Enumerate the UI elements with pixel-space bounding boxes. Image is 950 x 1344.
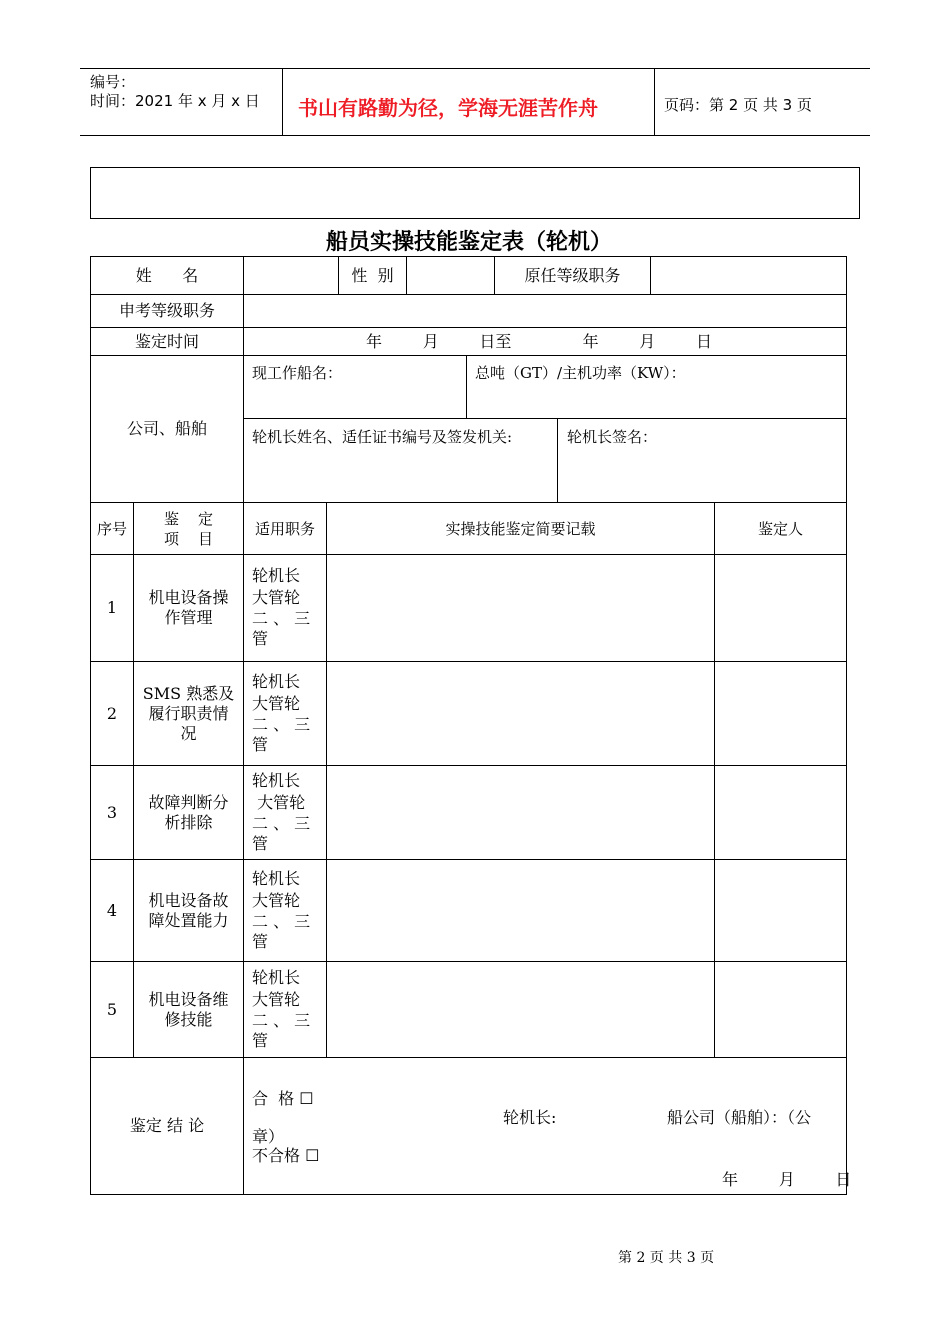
row-record-field[interactable] bbox=[327, 662, 714, 765]
company-ship-label: 公司、船舶 bbox=[126, 419, 207, 438]
assessment-time-label: 鉴定时间 bbox=[134, 331, 199, 351]
row-assessor-field[interactable] bbox=[715, 962, 846, 1057]
row-record-field[interactable] bbox=[327, 860, 714, 961]
stamp-label-continued: 章） bbox=[252, 1127, 285, 1146]
apply-rank-label: 申考等级职务 bbox=[118, 301, 215, 320]
original-rank-label: 原任等级职务 bbox=[524, 265, 621, 285]
assessment-date-range[interactable]: 年 月 日至 年 月 日 bbox=[366, 332, 712, 351]
company-stamp-label: 船公司（船舶）：（公 bbox=[667, 1108, 812, 1127]
row-assessor-field[interactable] bbox=[715, 555, 846, 661]
row-seq: 4 bbox=[106, 900, 118, 920]
row-record-field[interactable] bbox=[327, 766, 714, 859]
doc-time-label: 时间：2021 年 x 月 x 日 bbox=[90, 92, 260, 110]
col-item: 鉴 定 项 目 bbox=[163, 509, 214, 548]
row-roles: 轮机长 大管轮 二 、 三 管 bbox=[252, 771, 311, 853]
row-seq: 5 bbox=[106, 999, 118, 1019]
header-bottom-rule bbox=[80, 135, 870, 136]
row-seq: 1 bbox=[106, 598, 118, 617]
col-seq: 序号 bbox=[96, 519, 127, 538]
col-rank: 适用职务 bbox=[254, 519, 315, 538]
row-roles: 轮机长 大管轮 二 、 三 管 bbox=[252, 968, 311, 1050]
row-roles: 轮机长 大管轮 二 、 三 管 bbox=[252, 566, 311, 648]
apply-rank-field[interactable] bbox=[244, 295, 846, 327]
col-assessor: 鉴定人 bbox=[757, 519, 803, 538]
blank-box bbox=[90, 167, 860, 219]
row-assessor-field[interactable] bbox=[715, 662, 846, 765]
header-motto: 书山有路勤为径，学海无涯苦作舟 bbox=[298, 96, 598, 120]
original-rank-field[interactable] bbox=[651, 257, 846, 294]
gender-label: 性 别 bbox=[351, 265, 394, 285]
header-page-label: 页码：第 2 页 共 3 页 bbox=[664, 96, 812, 114]
pass-checkbox[interactable]: 合 格 ☐ bbox=[252, 1089, 314, 1108]
row-item: SMS 熟悉及履行职责情况 bbox=[142, 683, 235, 743]
doc-number-label: 编号： bbox=[90, 73, 136, 91]
row-item: 机电设备故障处置能力 bbox=[148, 890, 229, 930]
header-divider-left bbox=[282, 68, 283, 136]
row-roles: 轮机长 大管轮 二 、 三 管 bbox=[252, 672, 311, 754]
row-record-field[interactable] bbox=[327, 555, 714, 661]
chief-engineer-sign-label: 轮机长签名： bbox=[567, 428, 658, 446]
ship-name-label: 现工作船名： bbox=[252, 364, 343, 382]
row-assessor-field[interactable] bbox=[715, 860, 846, 961]
conclusion-date[interactable]: 年 月 日 bbox=[722, 1170, 852, 1189]
header-divider-right bbox=[654, 68, 655, 136]
fail-checkbox[interactable]: 不合格 ☐ bbox=[252, 1146, 320, 1165]
name-label: 姓 名 bbox=[135, 265, 199, 285]
chief-engineer-info-label: 轮机长姓名、适任证书编号及签发机关: bbox=[252, 428, 513, 446]
conclusion-label: 鉴定 结 论 bbox=[129, 1116, 205, 1135]
tonnage-power-label: 总吨（GT）/主机功率（KW）： bbox=[475, 364, 686, 382]
row-record-field[interactable] bbox=[327, 962, 714, 1057]
row-item: 机电设备维修技能 bbox=[148, 989, 229, 1029]
row-roles: 轮机长 大管轮 二 、 三 管 bbox=[252, 869, 311, 951]
row-item: 机电设备操作管理 bbox=[148, 588, 229, 627]
header-top-rule bbox=[80, 68, 870, 69]
page-footer: 第 2 页 共 3 页 bbox=[618, 1250, 715, 1266]
gender-field[interactable] bbox=[407, 257, 494, 294]
name-field[interactable] bbox=[244, 257, 338, 294]
row-assessor-field[interactable] bbox=[715, 766, 846, 859]
row-item: 故障判断分析排除 bbox=[148, 792, 229, 832]
row-seq: 2 bbox=[106, 703, 118, 723]
chief-engineer-signature-label: 轮机长: bbox=[503, 1108, 557, 1127]
page-title: 船员实操技能鉴定表（轮机） bbox=[325, 228, 612, 255]
col-record: 实操技能鉴定简要记载 bbox=[445, 519, 596, 538]
row-seq: 3 bbox=[106, 802, 118, 822]
